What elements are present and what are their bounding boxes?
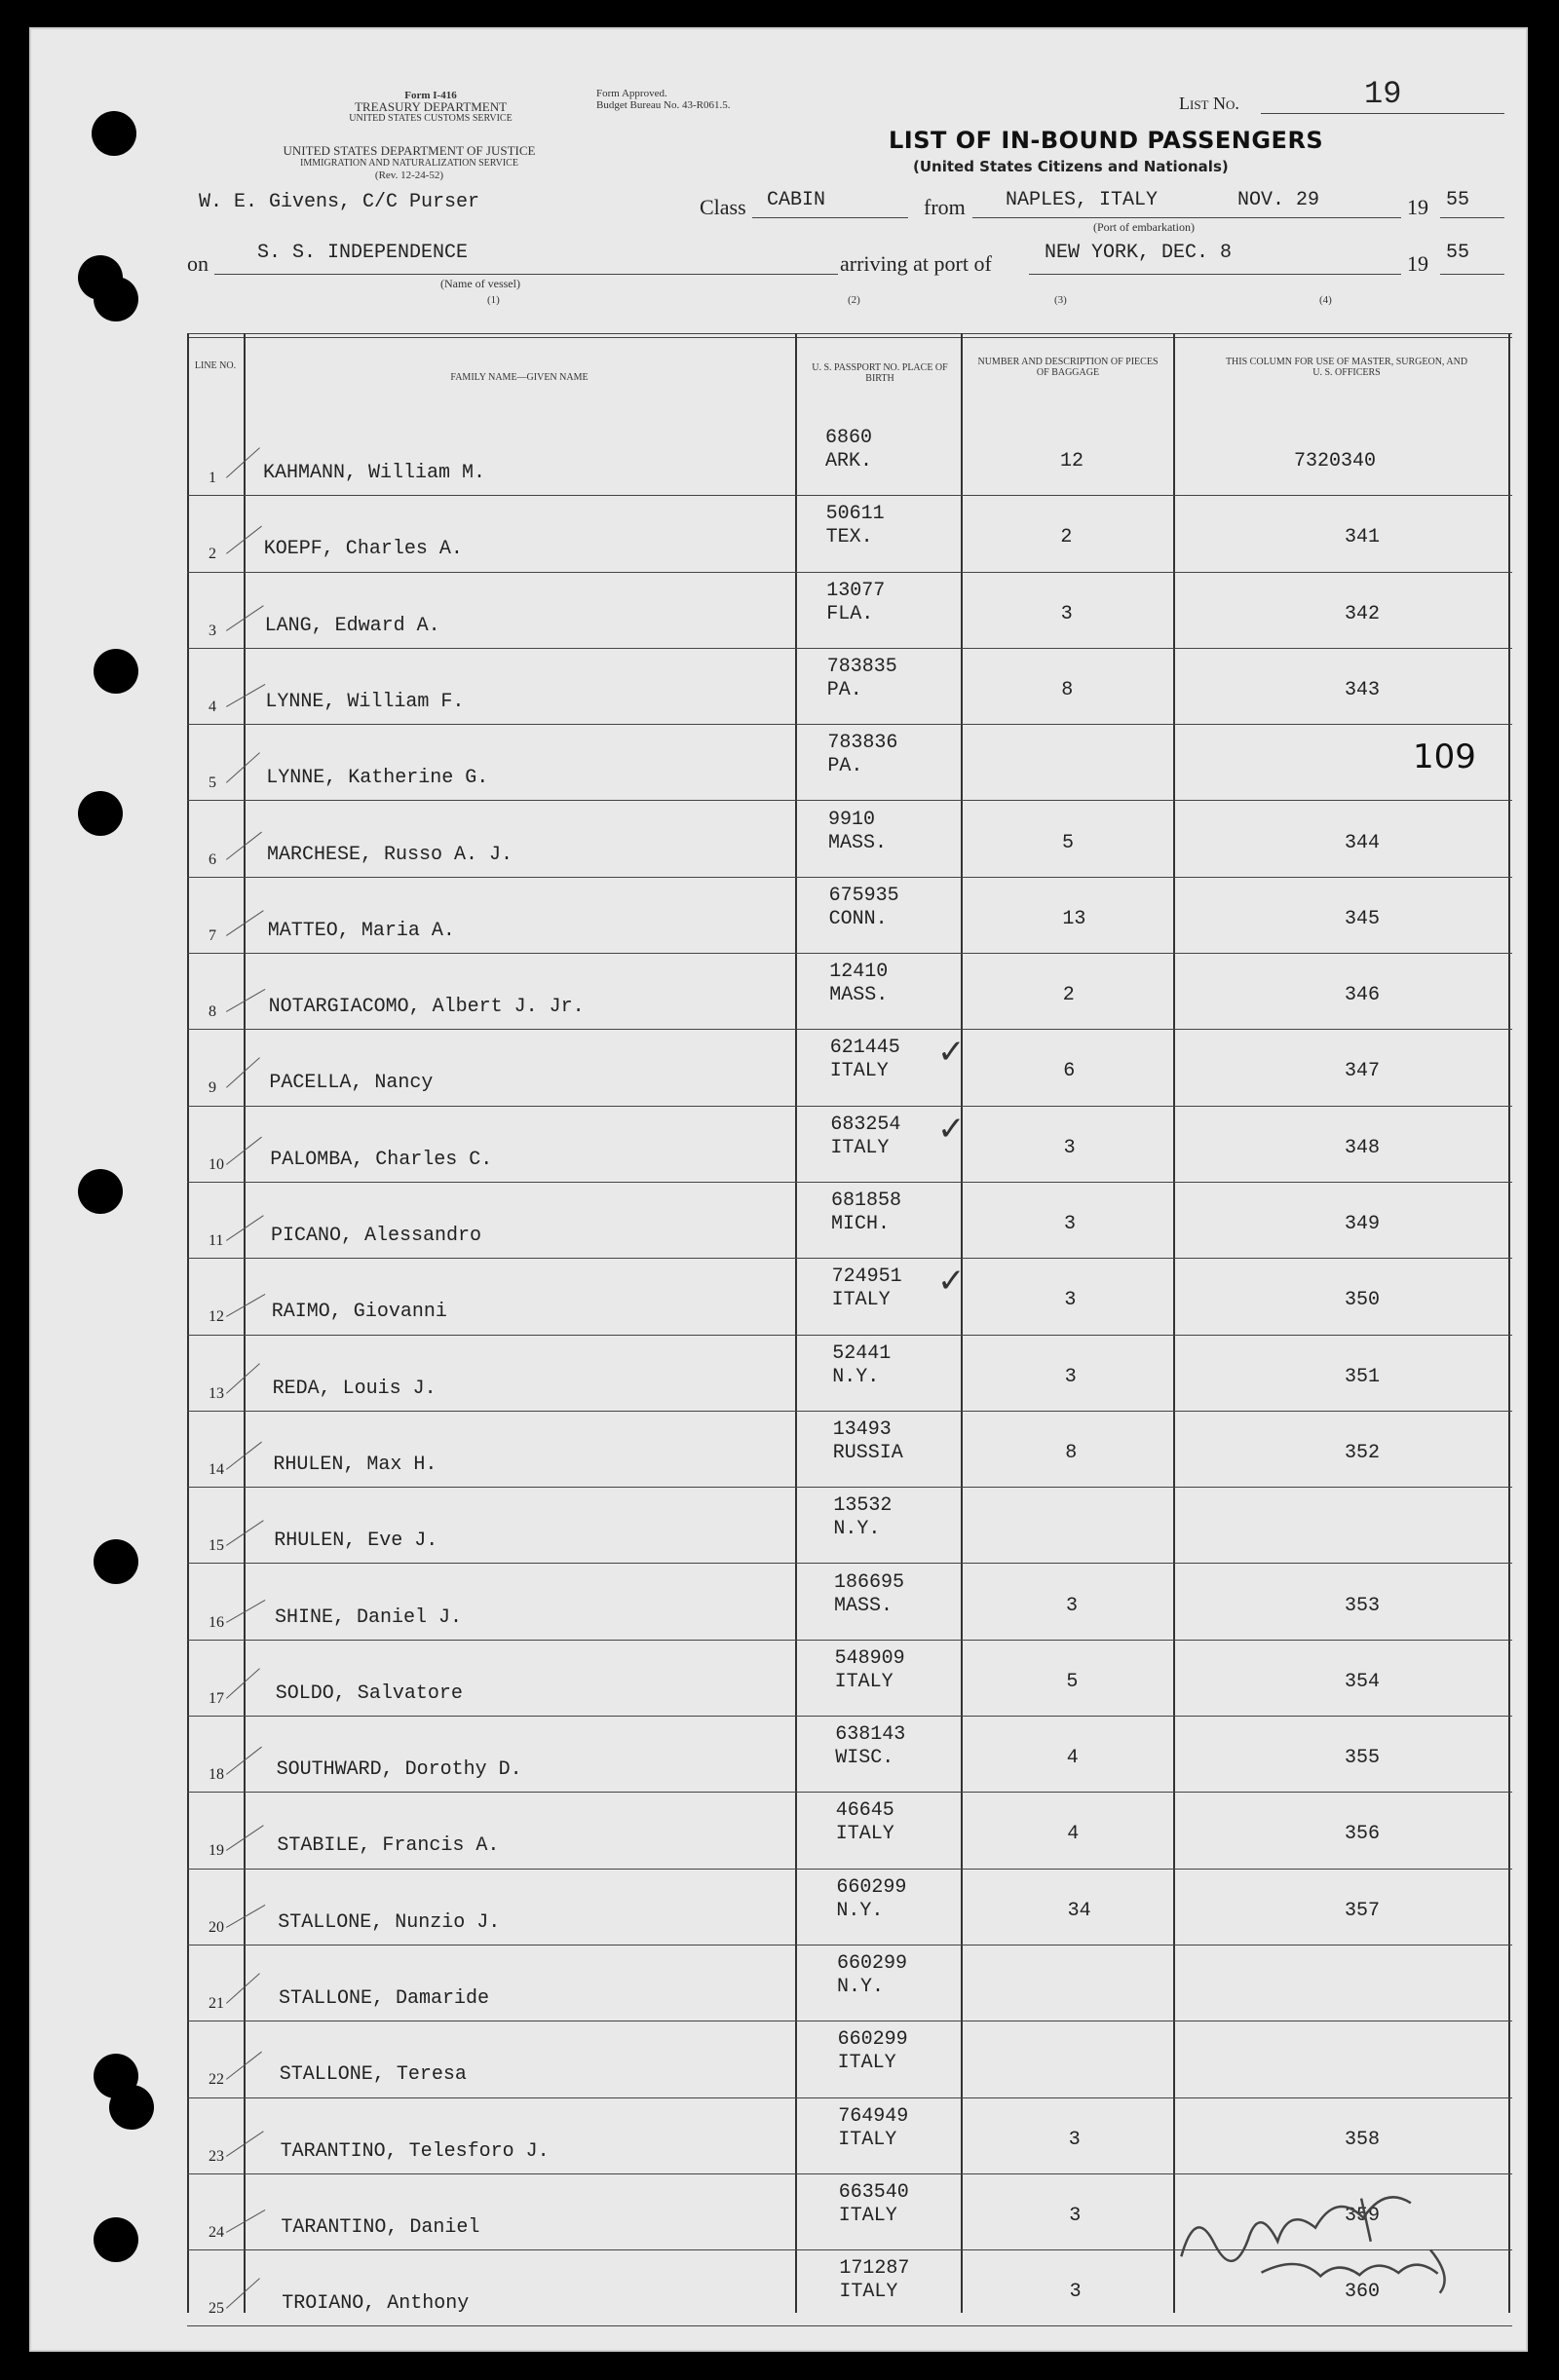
binder-hole [94, 277, 138, 321]
baggage-count: 12 [1060, 450, 1084, 472]
passport-number: 548909 [834, 1646, 905, 1670]
list-no-label: List No. [1179, 94, 1239, 113]
check-mark-icon: ✓ [937, 1109, 966, 1149]
arriving-label: arriving at port of [840, 251, 992, 276]
table-row [187, 1487, 1512, 1563]
passenger-table [187, 333, 1512, 2318]
line-number: 24 [209, 2223, 224, 2241]
place-of-birth: N.Y. [837, 1976, 885, 1998]
col-num-4: (4) [1319, 294, 1332, 306]
line-number: 25 [209, 2300, 224, 2318]
col-head-baggage: NUMBER AND DESCRIPTION OF PIECES OF BAGGAGE [977, 357, 1159, 378]
table-row [187, 1106, 1512, 1182]
line-number: 18 [209, 1766, 224, 1784]
binder-hole [94, 1539, 138, 1584]
table-row [187, 2021, 1512, 2097]
arrival-port: NEW YORK, DEC. 8 [1045, 242, 1233, 264]
officer-number: 355 [1345, 1747, 1381, 1770]
passport-number: 783836 [827, 732, 898, 755]
table-row [187, 1945, 1512, 2021]
passport-number: 783835 [826, 655, 897, 678]
form-approved: Form Approved. [596, 88, 667, 99]
tick-mark [226, 526, 262, 554]
passport-number: 681858 [831, 1190, 902, 1212]
line-number: 15 [209, 1537, 224, 1555]
baggage-count: 3 [1066, 1594, 1079, 1617]
vessel-line [214, 274, 838, 275]
officer-number: 360 [1345, 2281, 1381, 2304]
from-date: NOV. 29 [1237, 189, 1320, 211]
passenger-name: LANG, Edward A. [264, 614, 440, 637]
table-row [187, 648, 1512, 724]
passport-number: 724951 [831, 1266, 902, 1289]
vessel-caption: (Name of vessel) [440, 277, 520, 290]
baggage-count: 4 [1067, 1823, 1080, 1846]
manifest-sheet [29, 27, 1528, 2352]
line-number: 19 [209, 1842, 224, 1860]
tick-mark [226, 1215, 264, 1241]
place-of-birth: MASS. [828, 831, 888, 854]
line-number: 1 [209, 470, 216, 486]
form-number: Form I-416 [404, 90, 457, 101]
table-row [187, 1640, 1512, 1716]
col-head-name: FAMILY NAME—GIVEN NAME [450, 372, 589, 383]
line-number: 6 [209, 850, 216, 868]
doj-name: UNITED STATES DEPARTMENT OF JUSTICE [283, 143, 536, 158]
passenger-name: STABILE, Francis A. [277, 1834, 500, 1858]
tick-mark [226, 910, 264, 936]
officer-number: 351 [1345, 1365, 1381, 1388]
passenger-name: REDA, Louis J. [272, 1377, 437, 1400]
place-of-birth: MASS. [829, 984, 889, 1007]
officer-number: 347 [1345, 1060, 1381, 1083]
line-number: 3 [209, 622, 216, 639]
baggage-count: 3 [1068, 2128, 1081, 2151]
tick-mark [226, 752, 260, 783]
binder-hole [78, 1169, 123, 1214]
baggage-count: 8 [1061, 678, 1074, 701]
revision: (Rev. 12-24-52) [374, 170, 444, 181]
passenger-name: PICANO, Alessandro [271, 1225, 482, 1247]
officer-number: 354 [1345, 1670, 1381, 1693]
line-number: 8 [209, 1003, 216, 1021]
year-prefix-1: 19 [1407, 195, 1428, 219]
line-number: 14 [209, 1460, 224, 1478]
check-mark-icon: ✓ [937, 1033, 966, 1073]
table-row [187, 1411, 1512, 1487]
place-of-birth: N.Y. [836, 1899, 884, 1922]
officer-number: 109 [1413, 737, 1476, 777]
passenger-name: MARCHESE, Russo A. J. [267, 843, 513, 866]
line-number: 12 [209, 1308, 224, 1326]
line-number: 4 [209, 698, 216, 715]
binder-hole [78, 791, 123, 836]
place-of-birth: WISC. [835, 1747, 894, 1770]
purser: W. E. Givens, C/C Purser [199, 191, 480, 213]
baggage-count: 6 [1063, 1060, 1076, 1083]
tick-mark [226, 1905, 265, 1928]
table-row [187, 724, 1512, 800]
passport-number: 13493 [832, 1417, 892, 1441]
place-of-birth: RUSSIA [832, 1441, 903, 1464]
baggage-count: 3 [1069, 2204, 1082, 2227]
passport-number: 186695 [834, 1570, 905, 1594]
list-number: 19 [1364, 76, 1402, 112]
passenger-name: KAHMANN, William M. [263, 462, 486, 484]
tick-mark [226, 1747, 262, 1775]
baggage-count: 3 [1063, 1136, 1076, 1159]
passport-number: 660299 [837, 2028, 908, 2052]
page-subtitle: (United States Citizens and Nationals) [913, 158, 1229, 175]
approval-note [596, 88, 730, 111]
place-of-birth: ITALY [829, 1060, 889, 1083]
passenger-name: PALOMBA, Charles C. [270, 1148, 493, 1171]
passenger-name: LYNNE, William F. [265, 690, 465, 713]
year-2: 55 [1446, 242, 1470, 264]
class-line [752, 217, 908, 218]
col-num-3: (3) [1054, 294, 1067, 306]
tick-mark [226, 1600, 265, 1623]
page-title: LIST OF IN-BOUND PASSENGERS [889, 127, 1324, 154]
table-row [187, 877, 1512, 953]
passport-number: 660299 [836, 1875, 907, 1899]
class-value: CABIN [767, 189, 826, 211]
table-row [187, 572, 1512, 648]
passenger-name: MATTEO, Maria A. [267, 919, 455, 942]
year-prefix-2: 19 [1407, 251, 1428, 276]
year-line-1 [1440, 217, 1504, 218]
place-of-birth: ITALY [835, 1823, 894, 1846]
baggage-count: 3 [1064, 1289, 1077, 1312]
table-row [187, 495, 1512, 571]
tick-mark [226, 684, 265, 707]
place-of-birth: MASS. [834, 1594, 894, 1617]
binder-hole [94, 2217, 138, 2262]
baggage-count: 2 [1060, 526, 1073, 549]
tick-mark [226, 447, 260, 478]
passenger-name: TARANTINO, Telesforo J. [280, 2139, 550, 2163]
line-number: 16 [209, 1613, 224, 1631]
table-row [187, 801, 1512, 877]
tick-mark [226, 1442, 262, 1470]
line-number: 11 [209, 1232, 224, 1249]
customs-service: UNITED STATES CUSTOMS SERVICE [349, 113, 513, 124]
table-row [187, 1564, 1512, 1640]
baggage-count: 3 [1069, 2281, 1082, 2304]
tick-mark [226, 1520, 264, 1546]
line-number: 10 [209, 1155, 224, 1173]
line-number: 20 [209, 1918, 224, 1936]
officer-number: 356 [1345, 1823, 1381, 1846]
passenger-name: RAIMO, Giovanni [271, 1301, 447, 1324]
officer-number: 344 [1345, 831, 1381, 854]
tick-mark [226, 1363, 260, 1394]
line-number: 21 [209, 1995, 224, 2012]
passport-number: 683254 [830, 1113, 901, 1136]
binder-hole [109, 2085, 154, 2130]
place-of-birth: ITALY [834, 1670, 894, 1693]
passport-number: 46645 [835, 1799, 894, 1823]
officer-number: 348 [1345, 1136, 1381, 1159]
officer-number: 358 [1345, 2128, 1381, 2151]
from-port: NAPLES, ITALY [1006, 189, 1159, 211]
place-of-birth: ITALY [831, 1289, 891, 1312]
passport-number: 6860 [825, 427, 873, 449]
baggage-count: 34 [1067, 1899, 1091, 1922]
officer-number: 357 [1345, 1899, 1381, 1922]
passport-number: 9910 [828, 808, 876, 831]
place-of-birth: N.Y. [833, 1518, 881, 1541]
passenger-name: RHULEN, Max H. [273, 1453, 437, 1476]
ins-name: IMMIGRATION AND NATURALIZATION SERVICE [300, 158, 518, 169]
row-rule [187, 2325, 1512, 2326]
treasury-dept: TREASURY DEPARTMENT [354, 99, 508, 114]
passenger-name: SHINE, Daniel J. [275, 1606, 463, 1629]
passport-number: 52441 [832, 1341, 892, 1365]
passport-number: 12410 [829, 961, 889, 984]
check-mark-icon: ✓ [937, 1262, 966, 1302]
binder-hole [92, 111, 136, 156]
officer-number: 359 [1345, 2204, 1381, 2227]
baggage-count: 5 [1066, 1670, 1079, 1693]
col-head-passport: U. S. PASSPORT NO. PLACE OF BIRTH [812, 362, 948, 384]
table-row [187, 1335, 1512, 1411]
table-row [187, 1029, 1512, 1105]
line-number: 9 [209, 1079, 216, 1097]
passenger-name: PACELLA, Nancy [269, 1072, 434, 1095]
table-row [187, 1792, 1512, 1868]
passenger-name: TARANTINO, Daniel [281, 2215, 480, 2239]
passenger-name: SOLDO, Salvatore [275, 1681, 463, 1705]
officer-number: 353 [1345, 1594, 1381, 1617]
passenger-name: LYNNE, Katherine G. [266, 767, 489, 790]
passport-number: 50611 [825, 503, 885, 526]
passenger-name: STALLONE, Nunzio J. [278, 1910, 501, 1934]
line-number: 2 [209, 546, 216, 563]
tick-mark [226, 1973, 260, 2004]
port-embark-caption: (Port of embarkation) [1093, 220, 1195, 234]
from-label: from [924, 195, 966, 219]
vessel-name: S. S. INDEPENDENCE [257, 242, 469, 264]
table-row [187, 1869, 1512, 1945]
table-row [187, 1182, 1512, 1258]
baggage-count: 13 [1062, 907, 1086, 930]
place-of-birth: PA. [826, 678, 862, 701]
col-head-line: LINE NO. [194, 360, 237, 371]
officer-number: 350 [1345, 1289, 1381, 1312]
year-1: 55 [1446, 189, 1470, 211]
from-line [972, 217, 1401, 218]
table-top-rule-2 [187, 337, 1512, 338]
line-number: 7 [209, 926, 216, 944]
doj-header [195, 144, 624, 182]
officer-number: 349 [1345, 1213, 1381, 1235]
budget-bureau: Budget Bureau No. 43-R061.5. [596, 99, 731, 111]
tick-mark [226, 1826, 264, 1852]
place-of-birth: FLA. [826, 602, 874, 625]
passport-number: 660299 [837, 1952, 908, 1975]
col-num-1: (1) [487, 294, 500, 306]
officer-number: 7320340 [1294, 450, 1377, 472]
on-label: on [187, 251, 209, 276]
baggage-count: 3 [1064, 1213, 1077, 1235]
passenger-name: RHULEN, Eve J. [274, 1530, 438, 1553]
place-of-birth: ITALY [837, 2052, 896, 2075]
passenger-name: KOEPF, Charles A. [263, 538, 463, 561]
tick-mark [226, 831, 262, 859]
officer-number: 343 [1345, 678, 1381, 701]
passenger-name: STALLONE, Damaride [279, 1987, 490, 2010]
place-of-birth: ITALY [839, 2281, 898, 2304]
list-no-line [1261, 113, 1504, 114]
place-of-birth: PA. [827, 755, 863, 778]
tick-mark [226, 2278, 260, 2309]
line-number: 13 [209, 1384, 224, 1402]
tick-mark [226, 989, 265, 1012]
year-line-2 [1440, 274, 1504, 275]
table-row [187, 1716, 1512, 1792]
arrival-line [1029, 274, 1401, 275]
passport-number: 638143 [835, 1723, 906, 1747]
table-row [187, 419, 1512, 495]
class-label: Class [700, 195, 746, 219]
place-of-birth: N.Y. [832, 1365, 880, 1388]
passport-number: 764949 [838, 2104, 909, 2128]
tick-mark [226, 1136, 262, 1164]
col-num-2: (2) [848, 294, 860, 306]
place-of-birth: ITALY [838, 2128, 897, 2151]
passenger-name: TROIANO, Anthony [282, 2292, 470, 2316]
baggage-count: 5 [1062, 831, 1075, 854]
line-number: 23 [209, 2147, 224, 2165]
col-head-officers: THIS COLUMN FOR USE OF MASTER, SURGEON, AND U. S. OFFICERS [1225, 357, 1468, 378]
tick-mark [226, 2052, 262, 2080]
baggage-count: 3 [1064, 1365, 1077, 1388]
line-number: 5 [209, 774, 216, 792]
officer-number: 341 [1345, 526, 1381, 549]
officer-number: 342 [1345, 602, 1381, 625]
tick-mark [226, 1058, 260, 1089]
passport-number: 171287 [839, 2257, 910, 2281]
passport-number: 663540 [838, 2180, 909, 2204]
place-of-birth: CONN. [828, 907, 888, 930]
passenger-name: NOTARGIACOMO, Albert J. Jr. [268, 996, 585, 1019]
baggage-count: 4 [1066, 1747, 1079, 1770]
tick-mark [226, 2131, 264, 2157]
passenger-name: STALLONE, Teresa [279, 2063, 467, 2087]
tick-mark [226, 605, 264, 631]
form-header [275, 90, 587, 125]
passport-number: 13077 [826, 579, 886, 602]
place-of-birth: TEX. [825, 526, 873, 549]
baggage-count: 3 [1060, 602, 1073, 625]
passport-number: 13532 [833, 1494, 893, 1518]
place-of-birth: ITALY [838, 2204, 897, 2227]
baggage-count: 2 [1062, 984, 1075, 1007]
place-of-birth: ITALY [830, 1136, 890, 1159]
baggage-count: 8 [1065, 1441, 1078, 1464]
officer-number: 345 [1345, 907, 1381, 930]
passenger-name: SOUTHWARD, Dorothy D. [276, 1758, 522, 1782]
binder-hole [94, 649, 138, 694]
tick-mark [226, 1294, 265, 1317]
officer-number: 352 [1345, 1441, 1381, 1464]
officer-number: 346 [1345, 984, 1381, 1007]
table-row [187, 2097, 1512, 2173]
line-number: 17 [209, 1689, 224, 1707]
tick-mark [226, 1668, 260, 1699]
line-number: 22 [209, 2071, 224, 2089]
passport-number: 675935 [828, 884, 899, 907]
place-of-birth: ARK. [825, 450, 873, 472]
place-of-birth: MICH. [831, 1213, 891, 1235]
table-row [187, 1258, 1512, 1334]
table-top-rule [187, 333, 1512, 334]
table-row [187, 953, 1512, 1029]
passport-number: 621445 [829, 1037, 900, 1060]
tick-mark [226, 2210, 265, 2233]
